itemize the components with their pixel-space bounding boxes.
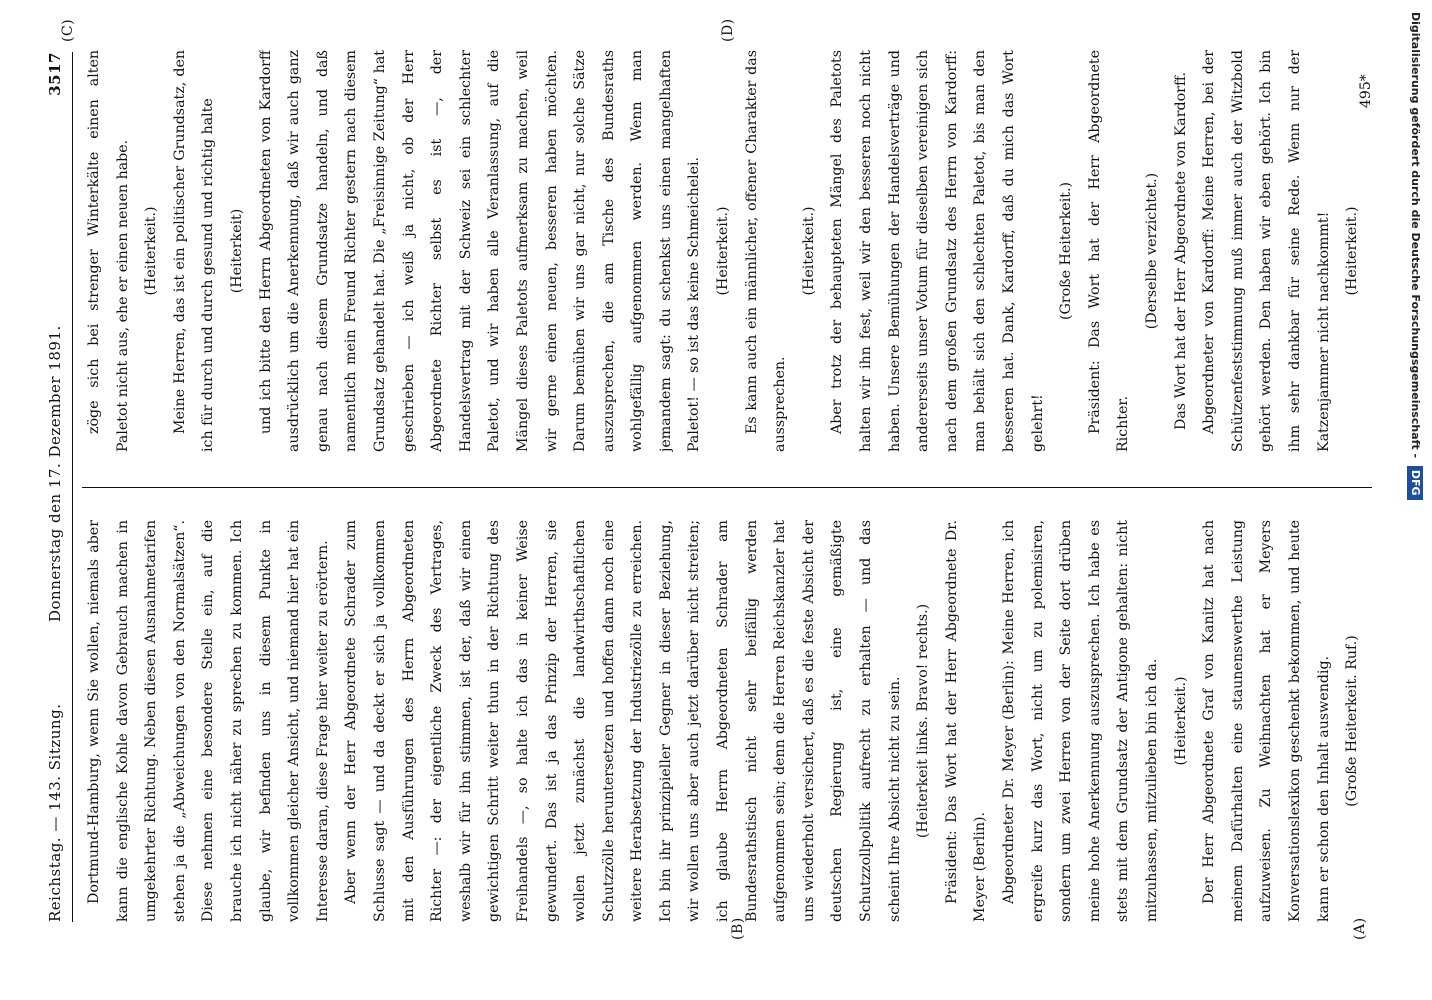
dfg-credit: [1402, 0, 1428, 1000]
page-header: [38, 52, 73, 922]
margin-mark-b: (B): [730, 917, 746, 940]
stage-direction: (Heiterkeit.): [800, 206, 817, 296]
header-page-number: 3517: [46, 52, 64, 96]
column-divider: [82, 487, 1372, 488]
paragraph: zöge sich bei strenger Winterkälte einen alten Paletot nicht aus, ehe er einen neuen habe.: [86, 50, 131, 452]
header-session: Reichstag. — 143. Sitzung.: [46, 703, 64, 922]
paragraph: Abgeordneter Dr. Meyer (Berlin): Meine Herren, ich ergreife kurz das Wort, nicht um zu polemisiren, sondern um zwei Herren von der Seite dort drüben meine hohe Anerkennung auszusprechen. Ich habe es stets mit dem Grundsatz der Antigone gehalten: nicht mitzuhassen, mitzulieben bin ich da.: [1001, 520, 1160, 922]
stage-direction: (Heiterkeit links. Bravo! rechts.): [915, 603, 932, 839]
stage-direction: (Heiterkeit): [228, 208, 245, 294]
stage-direction: (Große Heiterkeit. Ruf.): [1344, 635, 1361, 807]
dfg-credit-text: Digitalisierung gefördert durch die Deutsche Forschungsgemeinschaft -: [1409, 12, 1422, 459]
speaker-line: Präsident: Das Wort hat der Herr Abgeordnete Richter.: [1086, 50, 1132, 452]
stage-direction: (Heiterkeit.): [715, 206, 732, 296]
margin-mark-d: (D): [720, 18, 736, 42]
stage-direction: (Derselbe verzichtet.): [1143, 172, 1160, 330]
dfg-credit-strip: [1402, 0, 1428, 1000]
paragraph: Meine Herren, das ist ein politischer Grundsatz, den ich für durch und durch gesund und richtig halte: [171, 50, 217, 452]
speaker-line: Präsident: Das Wort hat der Herr Abgeordnete Dr. Meyer (Berlin).: [943, 520, 989, 922]
paragraph: Aber trotz der behaupteten Mängel des Paletots halten wir ihn fest, weil wir den besseren noch nicht haben. Unsere Bemühungen der Handelsverträge und andererseits unser Votum für dieselben vereinigen sich nach dem großen Grundsatz des Herrn von Kardorff: man behält sich den schlechten Paletot, bis man den besseren hat. Dank, Kardorff, daß du mich das Wort gelehrt!: [829, 50, 1046, 452]
stage-direction: (Heiterkeit.): [1344, 206, 1361, 296]
paragraph: Aber wenn der Herr Abgeordnete Schrader zum Schlusse sagt — und da deckt er sich ja vollkommen mit den Ausführungen des Herrn Abgeordneten Richter —: der eigentliche Zweck des Vertrages, weshalb wir für ihn stimmen, ist der, daß wir einen gewichtigen Schritt weiter thun in der Richtung des Freihandels —, so halte ich das in keiner Weise gewundert. Das ist ja das Prinzip der Herren, sie wollen jetzt zunächst die landwirthschaftlichen Schutzzölle heruntersetzen und hoffen dann noch eine weitere Herabsetzung der Industriezölle zu erreichen. Ich bin ihr prinzipieller Gegner in dieser Beziehung, wir wollen uns aber auch jetzt darüber nicht streiten; ich glaube Herrn Abgeordneten Schrader am Bundesrathstisch nicht sehr beifällig werden aufgenommen sein; denn die Herren Reichskanzler hat uns wiederholt versichert, daß es die feste Absicht der deutschen Regierung ist, eine gemäßigte Schutzzollpolitik aufrecht zu erhalten — und das scheint Ihre Absicht nicht zu sein.: [343, 520, 903, 922]
speaker-line: Das Wort hat der Herr Abgeordnete von Kardorff.: [1172, 71, 1189, 431]
stage-direction: (Heiterkeit.): [1172, 676, 1189, 766]
left-column: [80, 520, 1370, 922]
paragraph: Der Herr Abgeordnete Graf von Kanitz hat nach meinem Dafürhalten eine staunenswerthe Leistung aufzuweisen. Zu Weihnachten hat er Meyers Konversationslexikon geschenkt bekommen, und heute kann er schon den Inhalt auswendig.: [1201, 520, 1332, 922]
paragraph: und ich bitte den Herrn Abgeordneten von Kardorff ausdrücklich um die Anerkennung, daß wir auch ganz genau nach diesem Grundsatze handeln, und daß namentlich mein Freund Richter gestern nach diesem Grundsatz gehandelt hat. Die „Freisinnige Zeitung“ hat geschrieben — ich weiß ja nicht, ob der Herr Abgeordnete Richter selbst es ist —, der Handelsvertrag mit der Schweiz sei ein schlechter Paletot, und wir haben alle Veranlassung, auf die Mängel dieses Paletots aufmerksam zu machen, weil wir gerne einen neuen, besseren haben möchten. Darum bemühen wir uns gar nicht, nur solche Sätze auszusprechen, die am Tische des Bundesraths wohlgefällig aufgenommen werden. Wenn man jemandem sagt: du schenkst uns einen mangelhaften Paletot! — so ist das keine Schmeichelei.: [257, 50, 703, 452]
paragraph: Es kann auch ein männlicher, offener Charakter das aussprechen.: [743, 50, 789, 452]
margin-mark-a: (A): [1352, 917, 1368, 940]
signature-mark: 495*: [1358, 74, 1374, 108]
dfg-logo: DFG: [1407, 466, 1423, 500]
paragraph: Dortmund-Hamburg, wenn Sie wollen, niemals aber kann die englische Kohle davon Gebrauch machen in umgekehrter Richtung. Neben diesen Ausnahmetarifen stehen ja die „Abweichungen von den Normalsätzen“. Diese nehmen eine besondere Stelle ein, auf die brauche ich nicht näher zu sprechen zu kommen. Ich glaube, wir befinden uns in diesem Punkte in vollkommen gleicher Ansicht, und niemand hier hat ein Interesse daran, diese Frage hier weiter zu erörtern.: [86, 520, 331, 922]
margin-mark-c: (C): [60, 18, 76, 42]
stage-direction: (Heiterkeit.): [143, 206, 160, 296]
header-date: Donnerstag den 17. Dezember 1891.: [46, 325, 64, 622]
stage-direction: (Große Heiterkeit.): [1058, 181, 1075, 321]
right-column: [80, 50, 1370, 452]
paragraph: [1367, 520, 1370, 922]
paragraph: Abgeordneter von Kardorff: Meine Herren, bei der Schützenfeststimmung muß immer auch der Witzbold gehört werden. Den haben wir eben gehört. Ich bin ihm sehr dankbar für seine Rede. Wenn nur der Katzenjammer nicht nachkommt!: [1201, 50, 1332, 452]
speaker-line: [1367, 50, 1370, 452]
